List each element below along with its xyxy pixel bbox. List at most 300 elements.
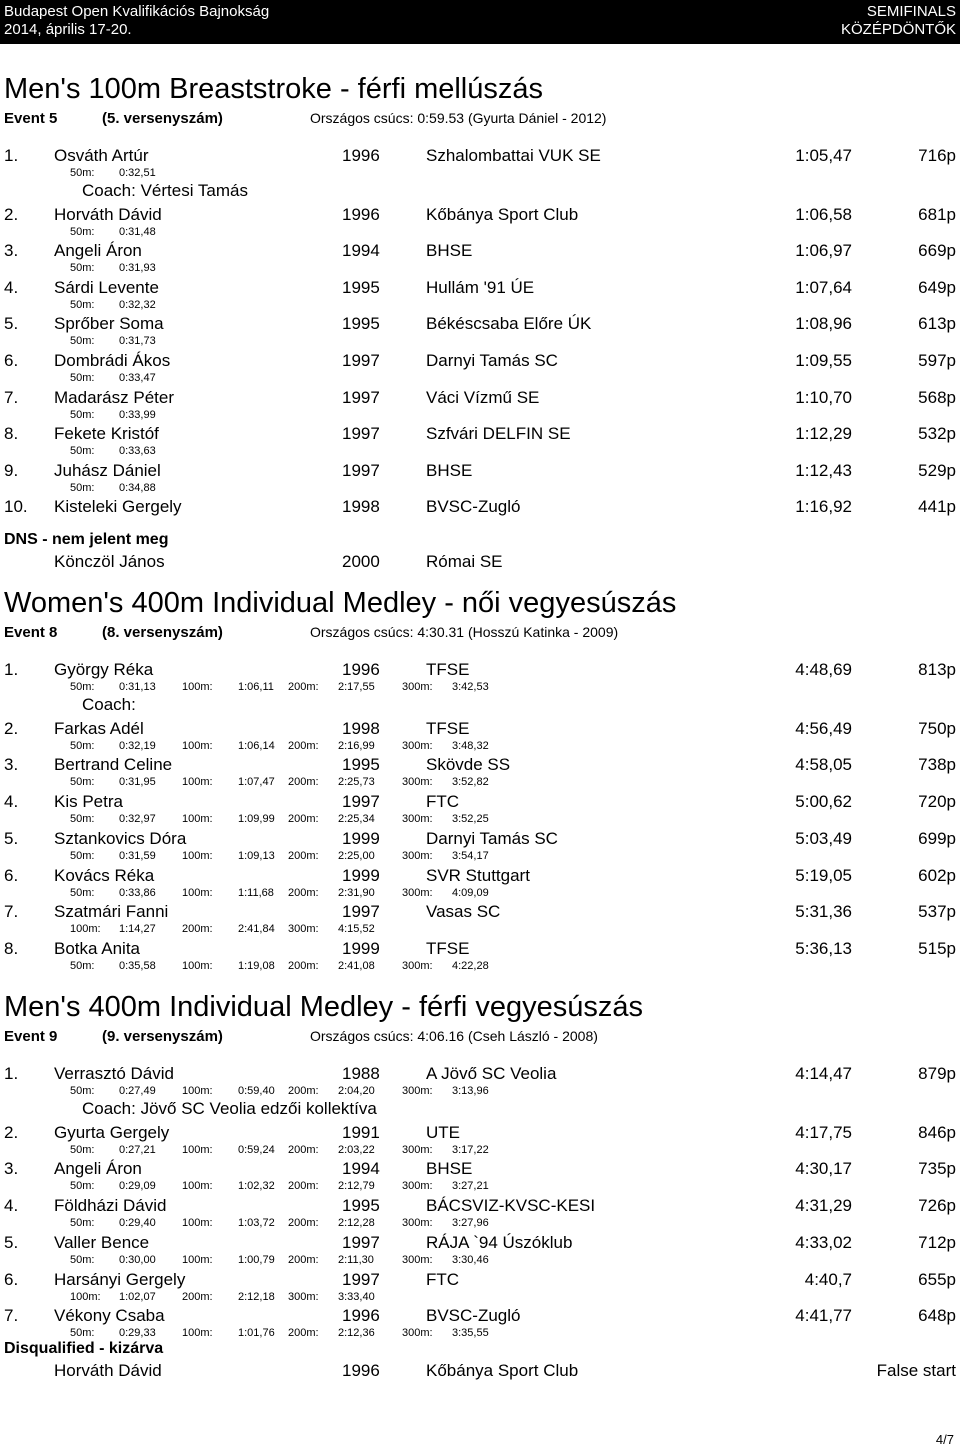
row-name: Gyurta Gergely	[54, 1122, 170, 1142]
event-meta	[4, 1028, 954, 1048]
row-points: 738p	[918, 755, 956, 775]
row-name: Dombrádi Ákos	[54, 351, 171, 370]
split-label: 200m:	[288, 959, 319, 972]
row-club: TFSE	[426, 660, 470, 679]
split-times	[0, 776, 960, 790]
row-club: BVSC-Zugló	[426, 497, 521, 517]
row-rank: 4.	[4, 277, 19, 297]
split-times	[0, 226, 960, 240]
split-time: 3:27,96	[452, 1217, 489, 1230]
row-rank: 2.	[4, 1122, 19, 1142]
split-time: 1:19,08	[238, 959, 275, 972]
row-points: 602p	[918, 865, 956, 885]
row-name: Vékony Csaba	[54, 1306, 165, 1326]
split-time: 4:09,09	[452, 886, 489, 899]
split-label: 200m:	[288, 739, 319, 752]
row-year: 1999	[342, 938, 380, 958]
split-time: 0:32,19	[119, 739, 156, 752]
split-time: 1:02,32	[238, 1180, 275, 1193]
row-year: 2000	[342, 552, 380, 571]
result-row	[0, 241, 960, 263]
row-name: Szatmári Fanni	[54, 902, 169, 922]
event-number: (9. versenyszám)	[102, 1028, 223, 1045]
split-time: 4:22,28	[452, 959, 489, 972]
event-meta	[4, 624, 954, 644]
row-rank: 5.	[4, 314, 19, 334]
split-label: 100m:	[182, 886, 213, 899]
split-times	[0, 299, 960, 313]
row-points: False start	[876, 1360, 956, 1380]
split-times	[0, 740, 960, 754]
row-name: Madarász Péter	[54, 387, 174, 407]
row-club: BHSE	[426, 460, 473, 480]
row-points: 813p	[918, 660, 956, 679]
split-time: 3:13,96	[452, 1085, 489, 1097]
row-year: 1997	[342, 351, 380, 370]
row-time: 1:06,97	[795, 241, 852, 261]
result-row	[0, 461, 960, 483]
row-points: 720p	[918, 792, 956, 812]
row-rank: 1.	[4, 146, 19, 165]
result-row	[0, 939, 960, 961]
split-label: 200m:	[288, 776, 319, 789]
row-year: 1997	[342, 792, 380, 812]
row-rank: 1.	[4, 660, 19, 679]
event-label: Event 5	[4, 110, 58, 127]
split-label: 100m:	[182, 739, 213, 752]
split-time: 3:52,82	[452, 776, 489, 789]
row-rank: 3.	[4, 1159, 19, 1179]
status-row	[0, 552, 960, 574]
split-time: 0:33,86	[119, 886, 156, 899]
split-label: 50m:	[70, 225, 95, 238]
national-record: Országos csúcs: 4:06.16 (Cseh László - 2008)	[310, 1028, 598, 1044]
split-label: 300m:	[402, 849, 433, 862]
row-year: 1995	[342, 314, 380, 334]
row-club: Kőbánya Sport Club	[426, 1360, 579, 1380]
row-name: Harsányi Gergely	[54, 1269, 186, 1289]
split-label: 50m:	[70, 959, 95, 972]
split-label: 50m:	[70, 681, 95, 693]
split-time: 0:29,09	[119, 1180, 156, 1193]
row-year: 1995	[342, 755, 380, 775]
row-points: 613p	[918, 314, 956, 334]
row-points: 750p	[918, 718, 956, 738]
result-row	[0, 146, 960, 168]
row-points: 669p	[918, 241, 956, 261]
row-year: 1995	[342, 277, 380, 297]
row-year: 1999	[342, 828, 380, 848]
split-label: 100m:	[182, 1143, 213, 1156]
row-points: 532p	[918, 424, 956, 444]
row-club: Békéscsaba Előre ÚK	[426, 314, 592, 334]
event-number: (5. versenyszám)	[102, 110, 223, 127]
row-points: 568p	[918, 387, 956, 407]
event-meta	[4, 110, 954, 130]
row-year: 1997	[342, 387, 380, 407]
split-times	[0, 1180, 960, 1194]
split-label: 100m:	[182, 1180, 213, 1193]
result-row	[0, 205, 960, 227]
row-points: 648p	[918, 1306, 956, 1326]
round-label-hu: KÖZÉPDÖNTŐK	[840, 21, 956, 38]
result-row	[0, 1233, 960, 1255]
split-label: 200m:	[288, 1085, 319, 1097]
split-label: 200m:	[288, 681, 319, 693]
split-time: 0:33,47	[119, 372, 156, 384]
row-club: Római SE	[426, 552, 503, 571]
row-points: 441p	[918, 497, 956, 517]
split-times	[0, 262, 960, 276]
split-time: 0:32,97	[119, 813, 156, 826]
split-times	[0, 813, 960, 827]
split-time: 0:31,93	[119, 262, 156, 275]
row-time: 1:16,92	[795, 497, 852, 517]
split-time: 0:31,59	[119, 849, 156, 862]
row-year: 1997	[342, 1232, 380, 1252]
split-time: 0:31,95	[119, 776, 156, 789]
split-time: 2:41,84	[238, 923, 275, 936]
row-time: 1:07,64	[795, 277, 852, 297]
event-number: (8. versenyszám)	[102, 624, 223, 641]
split-time: 1:09,99	[238, 813, 275, 826]
event-label: Event 9	[4, 1028, 58, 1045]
split-label: 50m:	[70, 1217, 95, 1230]
row-points: 846p	[918, 1122, 956, 1142]
split-time: 2:16,99	[338, 739, 375, 752]
row-name: Angeli Áron	[54, 241, 142, 261]
split-time: 1:01,76	[238, 1327, 275, 1340]
row-name: Könczöl János	[54, 552, 165, 571]
split-label: 300m:	[402, 959, 433, 972]
split-times	[0, 482, 960, 496]
split-label: 100m:	[182, 1327, 213, 1340]
row-club: Szfvári DELFIN SE	[426, 424, 571, 444]
split-times	[0, 335, 960, 349]
event-title: Men's 400m Individual Medley - férfi vegyesúszás	[4, 991, 643, 1023]
split-label: 200m:	[288, 1143, 319, 1156]
row-name: Sztankovics Dóra	[54, 828, 187, 848]
split-label: 50m:	[70, 1253, 95, 1266]
split-time: 0:27,21	[119, 1143, 156, 1156]
split-time: 2:25,34	[338, 813, 375, 826]
row-time: 5:00,62	[795, 792, 852, 812]
split-time: 1:07,47	[238, 776, 275, 789]
event-title: Men's 100m Breaststroke - férfi mellúszás	[4, 73, 543, 105]
row-club: BHSE	[426, 1159, 473, 1179]
row-year: 1997	[342, 1269, 380, 1289]
row-rank: 8.	[4, 938, 19, 958]
split-label: 300m:	[402, 1217, 433, 1230]
row-name: Sprőber Soma	[54, 314, 164, 334]
row-time: 5:19,05	[795, 865, 852, 885]
row-time: 5:31,36	[795, 902, 852, 922]
row-club: Skövde SS	[426, 755, 511, 775]
split-times	[0, 1144, 960, 1158]
split-label: 100m:	[70, 1290, 101, 1303]
split-label: 300m:	[402, 1327, 433, 1340]
result-row	[0, 792, 960, 814]
split-label: 100m:	[182, 1253, 213, 1266]
split-label: 50m:	[70, 481, 95, 494]
row-name: Fekete Kristóf	[54, 424, 159, 444]
row-points: 726p	[918, 1196, 956, 1216]
row-year: 1998	[342, 497, 380, 517]
split-label: 200m:	[288, 1217, 319, 1230]
split-time: 3:27,21	[452, 1180, 489, 1193]
row-name: Bertrand Celine	[54, 755, 173, 775]
row-rank: 8.	[4, 424, 19, 444]
row-club: Darnyi Tamás SC	[426, 828, 558, 848]
split-time: 0:59,40	[238, 1085, 275, 1097]
split-time: 3:52,25	[452, 813, 489, 826]
row-points: 681p	[918, 204, 956, 224]
row-rank: 4.	[4, 1196, 19, 1216]
split-label: 100m:	[182, 813, 213, 826]
split-times	[0, 445, 960, 459]
row-points: 879p	[918, 1064, 956, 1083]
split-label: 200m:	[288, 886, 319, 899]
row-time: 4:14,47	[795, 1064, 852, 1083]
result-row	[0, 719, 960, 741]
national-record: Országos csúcs: 4:30.31 (Hosszú Katinka - 2009)	[310, 624, 619, 640]
row-points: 716p	[918, 146, 956, 165]
split-label: 50m:	[70, 167, 95, 179]
split-times	[0, 1291, 960, 1305]
split-time: 0:29,40	[119, 1217, 156, 1230]
split-time: 2:12,18	[238, 1290, 275, 1303]
split-time: 0:30,00	[119, 1253, 156, 1266]
row-time: 4:48,69	[795, 660, 852, 679]
split-time: 3:48,32	[452, 739, 489, 752]
result-row	[0, 1196, 960, 1218]
page-header	[0, 0, 960, 44]
row-rank: 2.	[4, 204, 19, 224]
row-name: Horváth Dávid	[54, 1360, 162, 1380]
split-label: 50m:	[70, 1085, 95, 1097]
split-time: 4:15,52	[338, 923, 375, 936]
result-row	[0, 902, 960, 924]
national-record: Országos csúcs: 0:59.53 (Gyurta Dániel - 2012)	[310, 110, 607, 126]
coach-name: Coach:	[82, 695, 136, 714]
split-label: 300m:	[402, 776, 433, 789]
split-time: 3:42,53	[452, 681, 489, 693]
split-time: 1:02,07	[119, 1290, 156, 1303]
split-label: 200m:	[288, 1327, 319, 1340]
split-times	[0, 1085, 960, 1099]
row-year: 1997	[342, 460, 380, 480]
result-row	[0, 351, 960, 373]
row-rank: 3.	[4, 241, 19, 261]
split-label: 100m:	[182, 776, 213, 789]
result-row	[0, 1306, 960, 1328]
split-label: 100m:	[70, 923, 101, 936]
row-time: 1:06,58	[795, 204, 852, 224]
split-label: 300m:	[402, 886, 433, 899]
split-label: 50m:	[70, 813, 95, 826]
result-row	[0, 497, 960, 519]
row-year: 1996	[342, 1360, 380, 1380]
split-times	[0, 167, 960, 181]
split-label: 50m:	[70, 776, 95, 789]
split-label: 50m:	[70, 739, 95, 752]
row-time: 5:03,49	[795, 828, 852, 848]
row-rank: 7.	[4, 902, 19, 922]
row-time: 1:12,43	[795, 460, 852, 480]
split-time: 0:33,63	[119, 445, 156, 458]
split-label: 50m:	[70, 372, 95, 384]
row-year: 1996	[342, 1306, 380, 1326]
split-time: 0:32,51	[119, 167, 156, 179]
split-time: 3:17,22	[452, 1143, 489, 1156]
split-label: 100m:	[182, 1085, 213, 1097]
row-time: 4:17,75	[795, 1122, 852, 1142]
row-points: 597p	[918, 351, 956, 370]
split-times	[0, 372, 960, 386]
row-club: FTC	[426, 792, 460, 812]
split-times	[0, 923, 960, 937]
status-heading: Disqualified - kizárva	[4, 1339, 164, 1357]
split-time: 3:54,17	[452, 849, 489, 862]
result-row	[0, 1123, 960, 1145]
row-year: 1996	[342, 146, 380, 165]
result-row	[0, 755, 960, 777]
row-club: RÁJA `94 Úszóklub	[426, 1232, 573, 1252]
row-club: Darnyi Tamás SC	[426, 351, 558, 370]
split-label: 50m:	[70, 1143, 95, 1156]
split-label: 100m:	[182, 849, 213, 862]
row-points: 712p	[918, 1232, 956, 1252]
split-label: 300m:	[402, 1085, 433, 1097]
row-name: Sárdi Levente	[54, 277, 159, 297]
row-rank: 6.	[4, 351, 19, 370]
row-club: Vasas SC	[426, 902, 501, 922]
event-title: Women's 400m Individual Medley - női vegyesúszás	[4, 587, 677, 619]
split-time: 0:33,99	[119, 408, 156, 421]
row-rank: 9.	[4, 460, 19, 480]
result-row	[0, 829, 960, 851]
row-year: 1996	[342, 204, 380, 224]
split-label: 50m:	[70, 445, 95, 458]
result-row	[0, 278, 960, 300]
row-time: 4:41,77	[795, 1306, 852, 1326]
row-name: Botka Anita	[54, 938, 141, 958]
split-time: 2:25,73	[338, 776, 375, 789]
row-name: Földházi Dávid	[54, 1196, 167, 1216]
split-label: 300m:	[402, 681, 433, 693]
split-times	[0, 1217, 960, 1231]
split-time: 3:35,55	[452, 1327, 489, 1340]
row-points: 529p	[918, 460, 956, 480]
split-time: 3:30,46	[452, 1253, 489, 1266]
split-label: 200m:	[182, 1290, 213, 1303]
split-label: 100m:	[182, 1217, 213, 1230]
row-year: 1997	[342, 424, 380, 444]
row-club: BÁCSVIZ-KVSC-KESI	[426, 1196, 596, 1216]
split-label: 50m:	[70, 298, 95, 311]
row-time: 1:08,96	[795, 314, 852, 334]
row-name: Kisteleki Gergely	[54, 497, 182, 517]
row-club: Váci Vízmű SE	[426, 387, 540, 407]
result-row	[0, 1159, 960, 1181]
split-time: 1:06,11	[238, 681, 274, 693]
row-rank: 6.	[4, 865, 19, 885]
split-label: 50m:	[70, 849, 95, 862]
row-rank: 6.	[4, 1269, 19, 1289]
row-time: 4:33,02	[795, 1232, 852, 1252]
split-time: 2:41,08	[338, 959, 375, 972]
row-club: A Jövő SC Veolia	[426, 1064, 557, 1083]
row-year: 1988	[342, 1064, 380, 1083]
row-name: Kis Petra	[54, 792, 123, 812]
row-year: 1994	[342, 241, 380, 261]
split-time: 2:11,30	[338, 1253, 374, 1266]
split-time: 1:03,72	[238, 1217, 275, 1230]
result-row	[0, 388, 960, 410]
row-rank: 5.	[4, 828, 19, 848]
row-time: 4:31,29	[795, 1196, 852, 1216]
split-label: 200m:	[288, 813, 319, 826]
row-year: 1998	[342, 718, 380, 738]
row-club: TFSE	[426, 718, 470, 738]
row-year: 1995	[342, 1196, 380, 1216]
result-row	[0, 1064, 960, 1086]
split-label: 50m:	[70, 886, 95, 899]
split-time: 2:31,90	[338, 886, 375, 899]
row-rank: 3.	[4, 755, 19, 775]
split-label: 200m:	[288, 1253, 319, 1266]
split-time: 0:27,49	[119, 1085, 156, 1097]
split-time: 1:11,68	[238, 886, 274, 899]
row-club: FTC	[426, 1269, 460, 1289]
split-time: 1:06,14	[238, 739, 275, 752]
row-club: Szhalombattai VUK SE	[426, 146, 601, 165]
row-rank: 10.	[4, 497, 28, 517]
row-club: Kőbánya Sport Club	[426, 204, 579, 224]
round-label-en: SEMIFINALS	[866, 3, 956, 20]
row-time: 4:40,7	[804, 1269, 852, 1289]
row-points: 735p	[918, 1159, 956, 1179]
row-club: TFSE	[426, 938, 470, 958]
split-label: 50m:	[70, 408, 95, 421]
row-club: UTE	[426, 1122, 460, 1142]
result-row	[0, 660, 960, 682]
split-times	[0, 409, 960, 423]
row-name: Angeli Áron	[54, 1159, 142, 1179]
row-name: Kovács Réka	[54, 865, 155, 885]
row-rank: 1.	[4, 1064, 19, 1083]
split-time: 2:17,55	[338, 681, 375, 693]
split-label: 200m:	[288, 1180, 319, 1193]
row-time: 4:56,49	[795, 718, 852, 738]
split-time: 0:31,48	[119, 225, 156, 238]
row-time: 4:58,05	[795, 755, 852, 775]
event-label: Event 8	[4, 624, 58, 641]
split-label: 300m:	[288, 923, 319, 936]
row-year: 1994	[342, 1159, 380, 1179]
row-club: Hullám '91 ÚE	[426, 277, 535, 297]
competition-name: Budapest Open Kvalifikációs Bajnokság	[4, 3, 270, 20]
split-time: 0:34,88	[119, 481, 156, 494]
split-times	[0, 887, 960, 901]
competition-date: 2014, április 17-20.	[4, 21, 132, 38]
split-time: 0:29,33	[119, 1327, 156, 1340]
coach-name: Coach: Jövő SC Veolia edzői kollektíva	[82, 1099, 377, 1118]
split-times	[0, 850, 960, 864]
row-year: 1991	[342, 1122, 380, 1142]
split-time: 0:59,24	[238, 1143, 275, 1156]
row-club: BHSE	[426, 241, 473, 261]
